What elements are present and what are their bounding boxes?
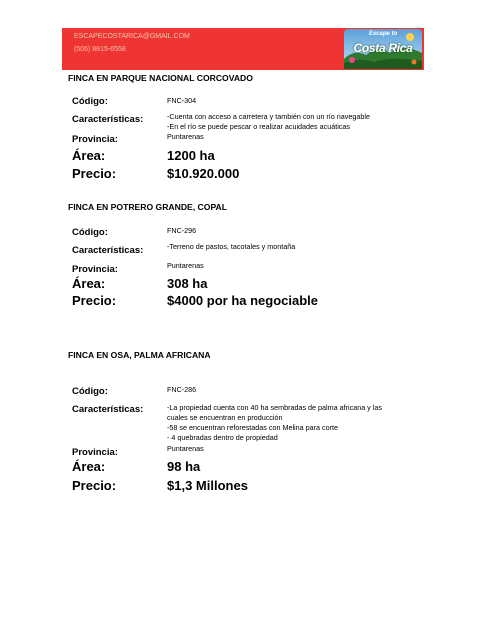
feature-line: -Terreno de pastos, tacotales y montaña [167,242,296,251]
code-label: Código: [72,227,108,238]
feature-line: -Cuenta con acceso a carretera y también con un río navegable [167,112,370,121]
listing-title: FINCA EN POTRERO GRANDE, COPAL [68,202,227,212]
price-label: Precio: [72,166,117,181]
province-value: Puntarenas [167,444,204,453]
area-value: 98 ha [167,459,201,474]
price-label: Precio: [72,293,117,308]
code-label: Código: [72,386,108,397]
code-value: FNC-296 [167,226,197,235]
price-label: Precio: [72,478,117,493]
province-label: Provincia: [72,264,118,275]
logo-tagline: Escape to [368,31,398,37]
contact-email: ESCAPECOSTARICA@GMAIL.COM [74,33,190,40]
code-value: FNC-286 [167,385,197,394]
price-value: $10.920.000 [167,166,240,181]
province-label: Provincia: [72,447,118,458]
feature-line: -La propiedad cuenta con 40 ha sembradas de palma africana y las [167,403,382,412]
features-label: Características: [72,404,144,415]
area-value: 308 ha [167,276,208,291]
features-label: Características: [72,114,144,125]
feature-line: -En el río se puede pescar o realizar acuidades acuáticas [167,122,350,131]
price-value: $4000 por ha negociable [167,293,319,308]
province-value: Puntarenas [167,132,204,141]
province-value: Puntarenas [167,261,204,270]
price-value: $1,3 Millones [167,478,248,493]
escape-to-costa-rica-logo [344,29,422,69]
contact-phone: (506) 8815-6558 [74,46,126,53]
area-label: Área: [72,148,106,163]
features-label: Características: [72,245,144,256]
area-label: Área: [72,276,106,291]
page-header [62,28,424,70]
listing-title: FINCA EN OSA, PALMA AFRICANA [68,350,211,360]
feature-line: cuales se encuentran en producción [167,413,283,422]
logo-title: Costa Rica [353,41,413,55]
listing-title: FINCA EN PARQUE NACIONAL CORCOVADO [68,73,253,83]
feature-line: - 4 quebradas dentro de propiedad [167,433,278,442]
area-value: 1200 ha [167,148,215,163]
feature-line: -58 se encuentran reforestadas con Melina para corte [167,423,339,432]
code-label: Código: [72,96,108,107]
code-value: FNC-304 [167,96,197,105]
province-label: Provincia: [72,134,118,145]
area-label: Área: [72,459,106,474]
